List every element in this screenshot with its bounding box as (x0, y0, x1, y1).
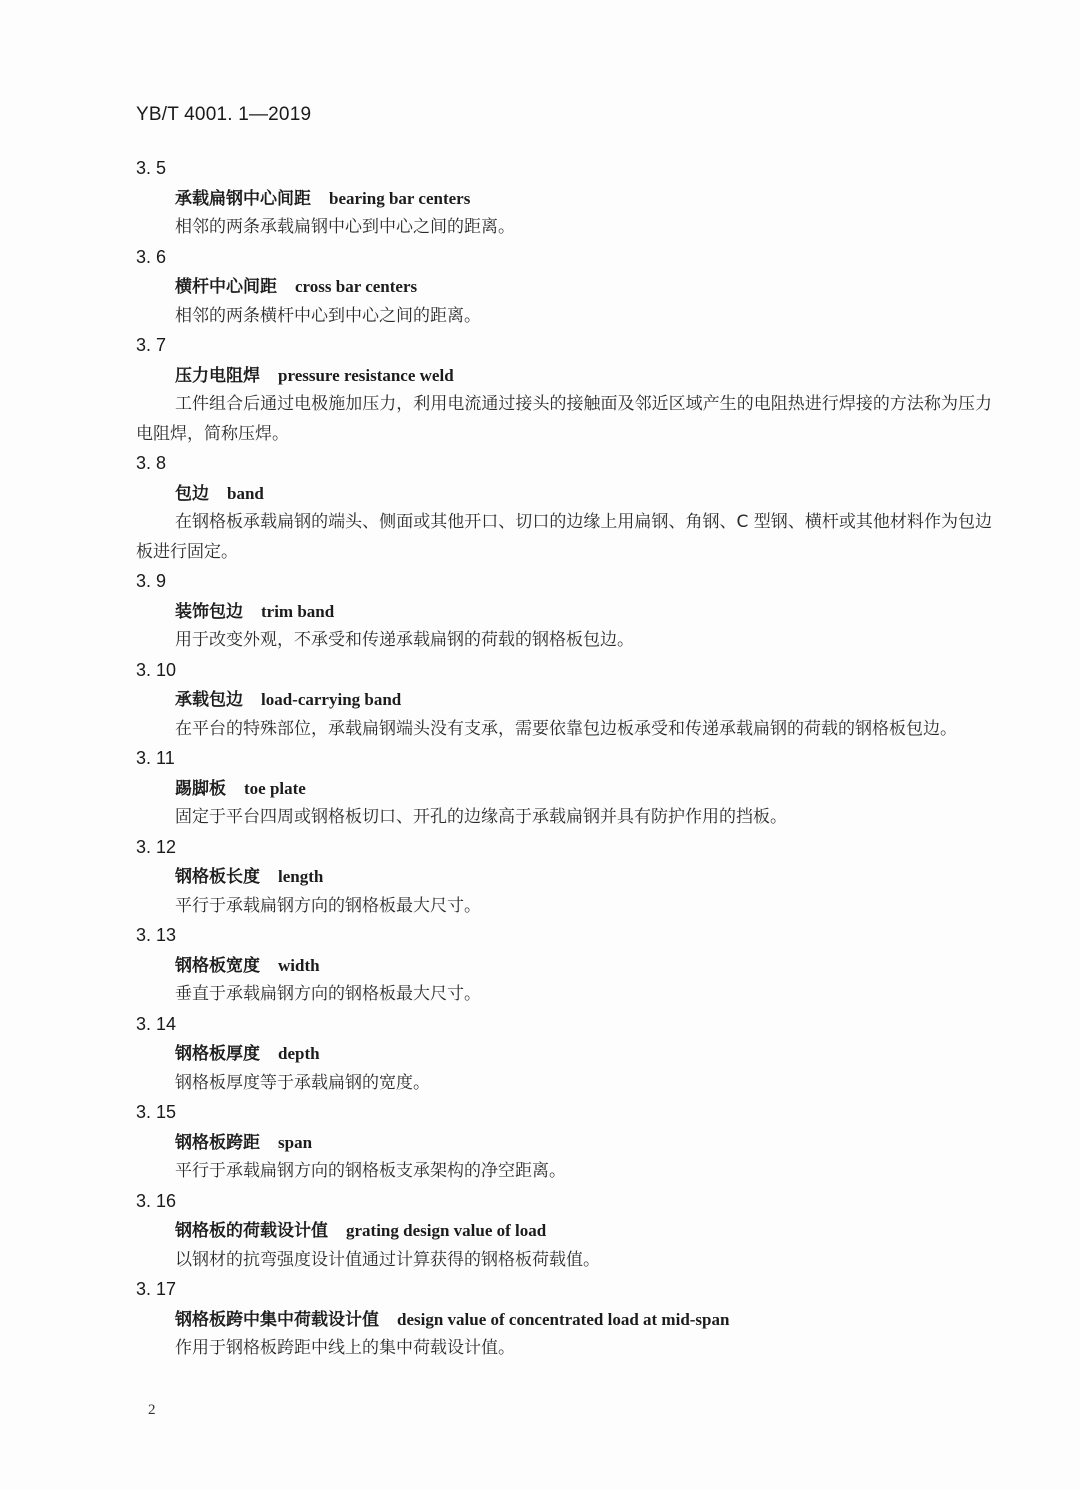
term-chinese-name: 钢格板的荷载设计值 (175, 1221, 328, 1241)
term-number: 3. 8 (136, 453, 167, 473)
term-chinese-name: 钢格板跨距 (175, 1132, 260, 1153)
term-chinese-name: 踢脚板 (175, 778, 226, 799)
term-definition: 工件组合后通过电极施加压力，利用电流通过接头的接触面及邻近区域产生的电阻热进行焊接的方法称为压力电阻焊，简称压焊。 (136, 394, 992, 444)
term-definition: 用于改变外观，不承受和传递承载扁钢的荷载的钢格板包边。 (175, 630, 634, 650)
term-number: 3. 14 (136, 1013, 177, 1034)
term-number: 3. 6 (136, 246, 167, 267)
term-title (136, 1128, 992, 1158)
term-number: 3. 7 (136, 335, 167, 355)
term-definition: 垂直于承载扁钢方向的钢格板最大尺寸。 (175, 984, 481, 1004)
term-title (136, 1039, 992, 1069)
term-definition: 平行于承载扁钢方向的钢格板支承架构的净空距离。 (175, 1161, 566, 1181)
terms-list (136, 154, 992, 1364)
term-definition: 在钢格板承载扁钢的端头、侧面或其他开口、切口的边缘上用扁钢、角钢、C 型钢、横杆或其他材料作为包边板进行固定。 (136, 512, 992, 562)
term-english-name: cross bar centers (295, 277, 418, 296)
term-entry (136, 243, 992, 332)
term-number: 3. 10 (136, 659, 177, 680)
term-english-name: grating design value of load (346, 1221, 547, 1240)
term-chinese-name: 包边 (175, 483, 209, 504)
term-title (136, 685, 992, 715)
page-number: 2 (148, 1402, 156, 1418)
term-entry (136, 833, 992, 922)
term-definition: 平行于承载扁钢方向的钢格板最大尺寸。 (175, 895, 481, 916)
term-english-name: pressure resistance weld (278, 365, 454, 385)
term-entry (136, 1010, 992, 1099)
term-title (136, 184, 992, 214)
term-entry (136, 744, 992, 833)
term-chinese-name: 钢格板宽度 (175, 955, 260, 976)
term-chinese-name: 钢格板跨中集中荷载设计值 (175, 1309, 379, 1330)
term-chinese-name: 承载包边 (175, 690, 243, 710)
term-english-name: toe plate (244, 778, 306, 798)
term-entry (136, 449, 992, 567)
term-title (136, 272, 992, 302)
term-entry (136, 1187, 992, 1276)
term-entry (136, 1275, 992, 1364)
term-chinese-name: 钢格板厚度 (175, 1044, 260, 1064)
term-entry (136, 567, 992, 656)
term-chinese-name: 压力电阻焊 (175, 365, 260, 386)
term-entry (136, 1098, 992, 1187)
term-title (136, 774, 992, 804)
term-english-name: design value of concentrated load at mid-span (397, 1309, 730, 1329)
term-chinese-name: 横杆中心间距 (175, 277, 277, 297)
term-number: 3. 5 (136, 158, 167, 178)
term-definition: 钢格板厚度等于承载扁钢的宽度。 (175, 1072, 430, 1093)
term-title (136, 361, 992, 391)
term-english-name: load-carrying band (261, 690, 402, 709)
term-english-name: bearing bar centers (329, 188, 471, 208)
term-chinese-name: 承载扁钢中心间距 (175, 188, 311, 209)
term-entry (136, 656, 992, 745)
term-chinese-name: 钢格板长度 (175, 867, 260, 887)
term-number: 3. 13 (136, 925, 177, 945)
term-definition: 固定于平台四周或钢格板切口、开孔的边缘高于承载扁钢并具有防护作用的挡板。 (175, 807, 787, 827)
term-entry (136, 154, 992, 243)
term-entry (136, 331, 992, 449)
term-title (136, 597, 992, 627)
term-number: 3. 15 (136, 1102, 177, 1122)
standard-code-header: YB/T 4001. 1—2019 (136, 104, 312, 125)
term-title (136, 862, 992, 892)
term-english-name: depth (278, 1044, 320, 1063)
term-number: 3. 12 (136, 836, 177, 857)
term-english-name: band (227, 483, 264, 503)
term-definition: 以钢材的抗弯强度设计值通过计算获得的钢格板荷载值。 (175, 1249, 600, 1270)
term-english-name: length (278, 867, 324, 886)
term-definition: 在平台的特殊部位，承载扁钢端头没有支承，需要依靠包边板承受和传递承载扁钢的荷载的钢格板包边。 (175, 718, 957, 739)
term-title (136, 479, 992, 509)
term-title (136, 1216, 992, 1246)
term-english-name: span (278, 1132, 313, 1152)
term-number: 3. 17 (136, 1279, 177, 1299)
term-english-name: width (278, 955, 320, 975)
term-english-name: trim band (261, 601, 335, 621)
term-title (136, 951, 992, 981)
term-definition: 相邻的两条横杆中心到中心之间的距离。 (175, 305, 481, 326)
term-title (136, 1305, 992, 1335)
term-entry (136, 921, 992, 1010)
term-chinese-name: 装饰包边 (175, 601, 243, 622)
term-number: 3. 11 (136, 748, 175, 768)
term-number: 3. 16 (136, 1190, 177, 1211)
term-number: 3. 9 (136, 571, 167, 591)
term-definition: 作用于钢格板跨距中线上的集中荷载设计值。 (175, 1338, 515, 1358)
term-definition: 相邻的两条承载扁钢中心到中心之间的距离。 (175, 217, 515, 237)
